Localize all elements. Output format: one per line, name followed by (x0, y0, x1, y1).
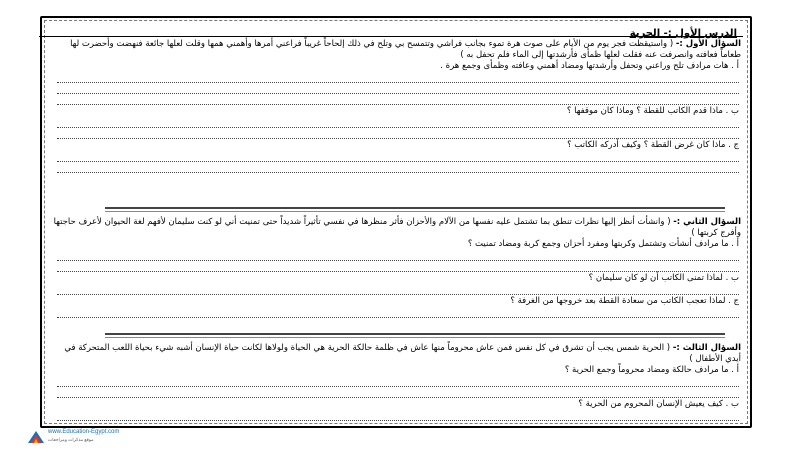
question-3a: أ . ما مرادف حالكة ومضاد محروماً وجمع الحرية ؟ (564, 365, 739, 375)
question-2c: ج . لماذا تعجب الكاتب من سعادة القطة بعد خروجها من الغرفة ؟ (510, 296, 739, 306)
logo-subtext: موقع مذكرات ومراجعات (48, 437, 94, 442)
worksheet (30, 10, 770, 440)
question-1b: ب . ماذا قدم الكاتب للقطة ؟ وماذا كان موقفها ؟ (566, 106, 739, 116)
question-2-passage (43, 217, 747, 238)
lesson-title: الدرس الأول :- الحرية (629, 28, 737, 39)
answer-line[interactable] (57, 387, 739, 398)
logo-text: www.Education-Egypt.com (48, 429, 120, 435)
question-2b: ب . لماذا تمنى الكاتب أن لو كان سليمان ؟ (588, 273, 739, 283)
header (39, 21, 743, 37)
answer-line[interactable] (57, 250, 739, 261)
question-1-passage (43, 39, 747, 60)
question-3b: ب . كيف يعيش الإنسان المحروم من الحرية ؟ (578, 399, 739, 409)
question-2a: أ . ما مرادف أنشأت وتشتمل وكربتها ومفرد أحزان وجمع كربة ومضاد تمنيت ؟ (467, 239, 739, 249)
answer-line[interactable] (57, 162, 739, 173)
answer-line[interactable] (57, 410, 739, 421)
answer-line[interactable] (57, 83, 739, 94)
site-logo[interactable] (28, 428, 158, 448)
answer-line[interactable] (57, 376, 739, 387)
question-1a: أ . هات مرادف تلح وراعني وتحفل وأرشدتها ومضاد أهمني وعافته وظمأى وجمع هرة . (440, 61, 739, 71)
answer-line[interactable] (57, 307, 739, 318)
logo-icon (28, 430, 44, 444)
page-inner-border (44, 20, 748, 424)
section-divider (105, 207, 725, 209)
question-2 (43, 217, 747, 327)
section-divider (105, 333, 725, 335)
answer-line[interactable] (57, 94, 739, 105)
question-1-text: ( واستيقظت فجر يوم من الأيام على صوت هرة تموء بجانب فراشي وتتمسح بي وتلح في ذلك إلحاحاً غريباً فراعني أمرها وأهمني همها وقلت لعلها جائعة فنهضت وأحضرت لها طعاماً فعافته وانصرفت عنه فقلت لعلها ظمأى فأرشدتها إلى الماء فلم تحفل به ) (70, 39, 741, 60)
question-3 (43, 343, 747, 423)
question-3-passage (43, 343, 747, 364)
question-3-label: السؤال الثالث :- (672, 343, 741, 353)
answer-line[interactable] (57, 128, 739, 139)
section-divider (105, 211, 725, 212)
answer-line[interactable] (57, 151, 739, 162)
answer-line[interactable] (57, 72, 739, 83)
answer-line[interactable] (57, 117, 739, 128)
section-divider (105, 337, 725, 338)
question-2-label: السؤال الثاني :- (673, 217, 741, 227)
answer-line[interactable] (57, 284, 739, 295)
question-3-text: ( الحرية شمس يجب أن تشرق في كل نفس فمن عاش محروماً منها عاش في ظلمة حالكة الحرية هي الحياة ولولاها لكانت حياة الإنسان أشبه شيء بحياة اللعب المتحركة في أيدي الأطفال ) (64, 343, 741, 364)
question-1-label: السؤال الأول :- (675, 39, 741, 49)
answer-line[interactable] (57, 261, 739, 272)
question-1 (43, 39, 747, 199)
question-1c: ج . ماذا كان غرض القطة ؟ وكيف أدركه الكاتب ؟ (567, 140, 739, 150)
question-2-text: ( وانشأت أنظر إليها نظرات تنطق بما تشتمل عليه نفسها من الآلام والأحزان فأثر منظرها في نفسي تأثيراً شديداً حتى تمنيت أني لو كنت سليمان لأفهم لغة الحيوان لأعرف حاجتها وأفرج كربتها ) (53, 217, 741, 238)
